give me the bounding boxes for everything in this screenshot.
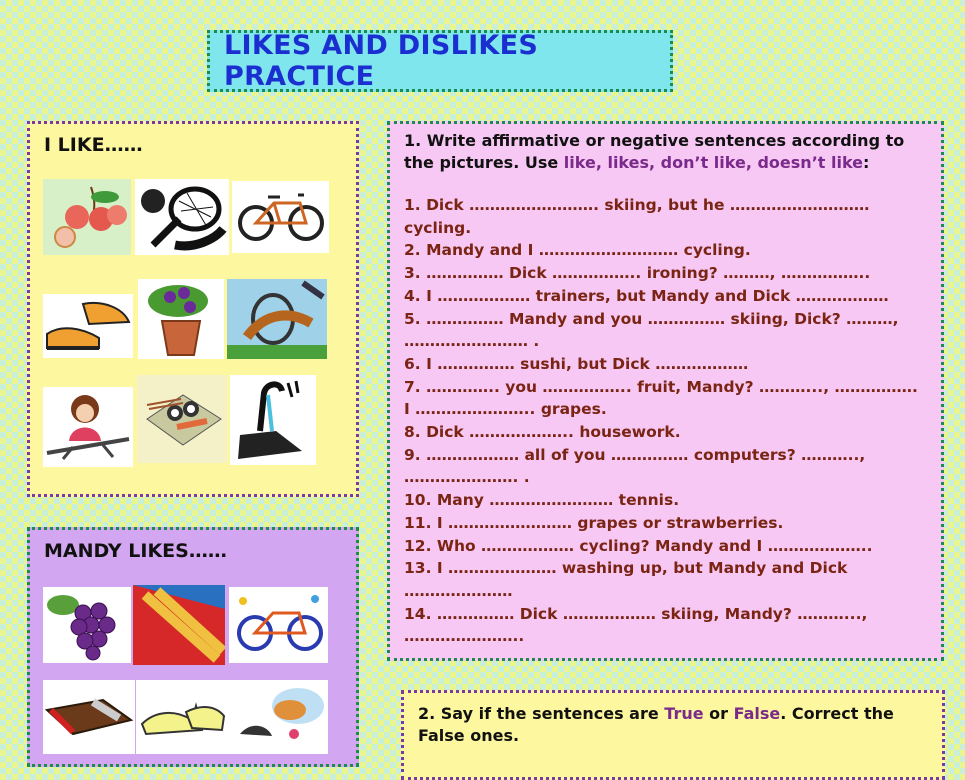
exercise-line: 14. …………… Dick ……………… skiing, Mandy? ………..., ………………….. bbox=[404, 604, 873, 646]
i-like-box bbox=[27, 121, 359, 497]
ex2-text-start: 2. Say if the sentences are bbox=[418, 704, 665, 723]
exercise-line: 4. I ……………… trainers, but Mandy and Dick ……………… bbox=[404, 286, 889, 305]
shoes-picture bbox=[136, 680, 228, 754]
exercise-line: 1. Dick ……………………. skiing, but he ……………………… cycling. bbox=[404, 196, 875, 237]
exercise-line: 8. Dick ……………….. housework. bbox=[404, 423, 681, 442]
or-word: or bbox=[703, 704, 734, 723]
washing-machine-picture bbox=[230, 375, 316, 465]
girl-ironing-picture bbox=[43, 387, 133, 467]
instruction-text: 1. Write affirmative or negative sentences according to the pictures. Use bbox=[404, 131, 905, 172]
false-word: False bbox=[733, 704, 781, 723]
grapes-picture bbox=[43, 587, 131, 663]
skis-picture bbox=[133, 585, 225, 665]
page-title: LIKES AND DISLIKES PRACTICE bbox=[224, 30, 539, 92]
exercise-line: 10. Many …………………… tennis. bbox=[404, 491, 680, 510]
mandy-likes-heading: MANDY LIKES…… bbox=[44, 540, 227, 562]
exercise-2-box bbox=[401, 690, 945, 780]
exercise-line: 5. …………… Mandy and you …………… skiing, Dick? ………, …………………… . bbox=[404, 309, 904, 351]
exercise-line: 13. I ………………… washing up, but Mandy and Dick ………………… bbox=[404, 559, 853, 600]
bicycle-blue-picture bbox=[229, 587, 328, 663]
flower-pot-picture bbox=[138, 279, 224, 359]
exercise-line: 9. ……………… all of you …………… computers? ……….., …………………. . bbox=[404, 445, 871, 487]
exercise-1-instruction bbox=[404, 130, 927, 174]
exercise-1-box bbox=[387, 121, 944, 661]
mandy-likes-box bbox=[27, 527, 359, 767]
ex2-text-end: . Correct the False ones. bbox=[418, 704, 894, 745]
title-box bbox=[207, 30, 673, 92]
i-like-heading: I LIKE…… bbox=[44, 134, 143, 156]
tennis-racket-picture bbox=[135, 179, 229, 255]
instruction-keywords: like, likes, don’t like, doesn’t like bbox=[563, 153, 864, 172]
trainers-picture bbox=[43, 294, 133, 358]
cat-playing-picture bbox=[228, 680, 328, 754]
exercise-2-instruction bbox=[418, 703, 928, 747]
exercise-line: 3. …………… Dick …………….. ironing? ………, …………….. bbox=[404, 264, 871, 283]
bicycle-picture bbox=[232, 181, 329, 253]
true-word: True bbox=[664, 704, 704, 723]
exercise-line: 7. ………….. you …………….. fruit, Mandy? ………..., ……………. I ………………….. grapes. bbox=[404, 377, 924, 419]
chocolate-picture bbox=[43, 680, 135, 754]
exercise-line: 2. Mandy and I ……………………… cycling. bbox=[404, 241, 751, 260]
exercise-line: 12. Who ……………… cycling? Mandy and I ……………….. bbox=[404, 536, 873, 555]
exercise-line: 11. I …………………… grapes or strawberries. bbox=[404, 513, 784, 532]
dog-jumping-picture bbox=[227, 279, 327, 359]
apples-picture bbox=[43, 179, 131, 255]
exercise-line: 6. I …………… sushi, but Dick ……………… bbox=[404, 354, 749, 373]
sushi-picture bbox=[137, 375, 227, 463]
instruction-end: : bbox=[863, 153, 870, 172]
